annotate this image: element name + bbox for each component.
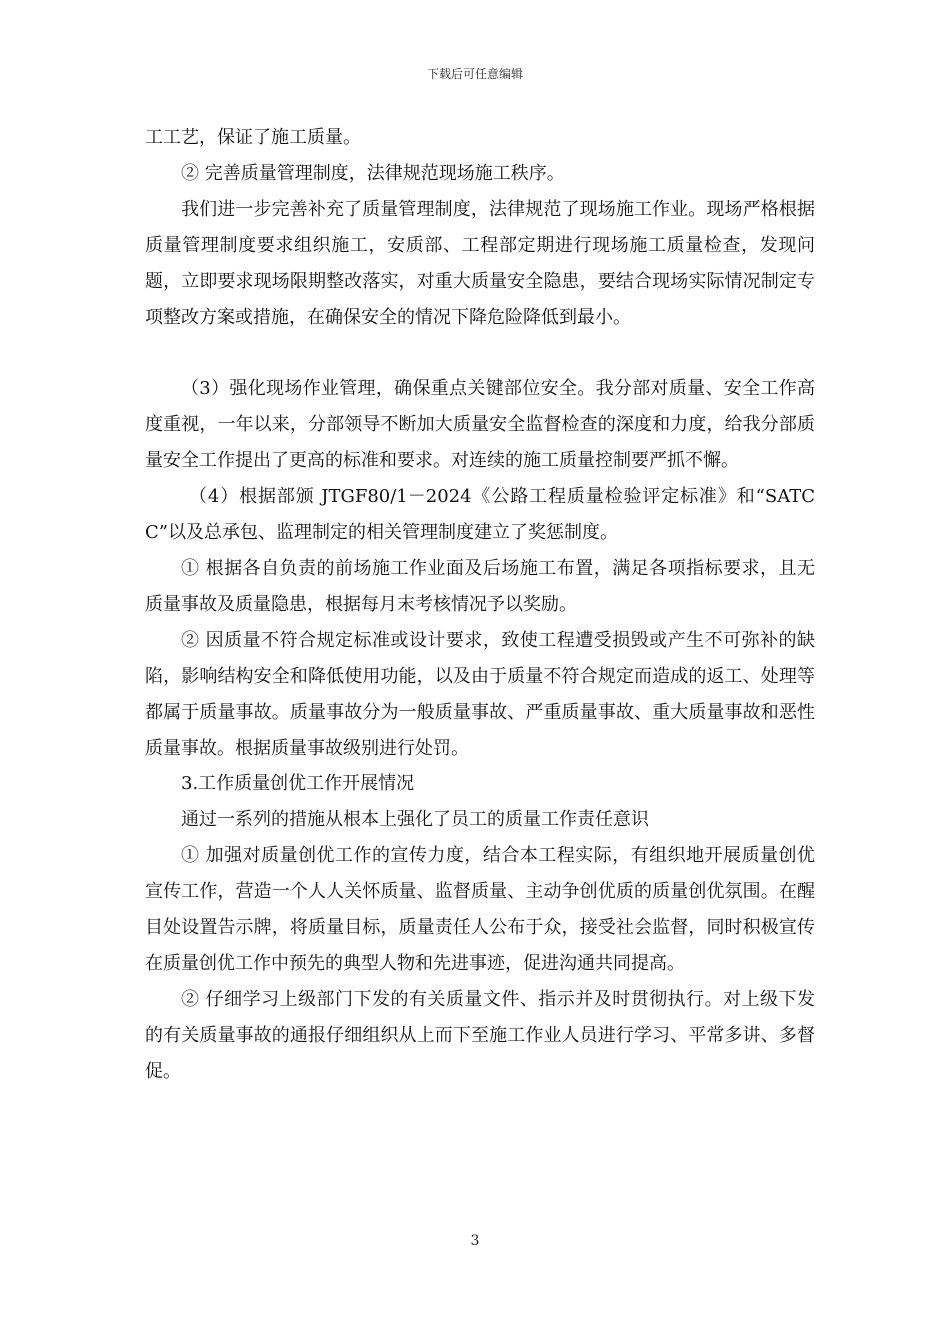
paragraph-item-accident: ② 因质量不符合规定标准或设计要求，致使工程遭受损毁或产生不可弥补的缺陷，影响结构安全和降低使用功能，以及由于质量不符合规定而造成的返工、处理等都属于质量事故。质量事故分为一般质量事故、严重质量事故、重大质量事故和恶性质量事故。根据质量事故级别进行处罚。 xyxy=(145,629,815,759)
document-body xyxy=(145,120,815,1090)
paragraph-intro-measures: 通过一系列的措施从根本上强化了员工的质量工作责任意识 xyxy=(181,809,649,831)
paragraph-item-study: ② 仔细学习上级部门下发的有关质量文件、指示并及时贯彻执行。对上级下发的有关质量事故的通报仔细组织从上而下至施工作业人员进行学习、平常多讲、多督促。 xyxy=(145,988,815,1082)
paragraph-section-3: （3）强化现场作业管理，确保重点关键部位安全。我分部对质量、安全工作高度重视，一年以来，分部领导不断加大质量安全监督检查的深度和力度，给我分部质量安全工作提出了更高的标准和要求。对连续的施工质量控制要严抓不懈。 xyxy=(145,378,815,472)
header-note: 下载后可任意编辑 xyxy=(426,67,523,81)
paragraph-item-reward: ① 根据各自负责的前场施工作业面及后场施工布置，满足各项指标要求，且无质量事故及质量隐患，根据每月末考核情况予以奖励。 xyxy=(145,557,815,615)
paragraph-spacer xyxy=(145,335,815,371)
paragraph-continuation: 工工艺，保证了施工质量。 xyxy=(145,127,361,148)
page-number: 3 xyxy=(470,1233,480,1249)
paragraph-management-detail: 我们进一步完善补充了质量管理制度，法律规范了现场施工作业。现场严格根据质量管理制度要求组织施工，安质部、工程部定期进行现场施工质量检查，发现问题，立即要求现场限期整改落实，对重大质量安全隐患，要结合现场实际情况制定专项整改方案或措施，在确保安全的情况下降危险降低到最小。 xyxy=(145,198,815,328)
section-heading-quality-excellence: 3.工作质量创优工作开展情况 xyxy=(181,773,415,795)
paragraph-item-management-system: ② 完善质量管理制度，法律规范现场施工秩序。 xyxy=(181,162,565,184)
paragraph-item-publicity: ① 加强对质量创优工作的宣传力度，结合本工程实际，有组织地开展质量创优宣传工作，营造一个人人关怀质量、监督质量、主动争创优质的质量创优氛围。在醒目处设置告示牌，将质量目标，质量责任人公布于众，接受社会监督，同时积极宣传在质量创优工作中预先的典型人物和先进事迹，促进沟通共同提高。 xyxy=(145,845,815,974)
paragraph-section-4: （4）根据部颁 JTGF80/1－2024《公路工程质量检验评定标准》和“SATCC”以及总承包、监理制定的相关管理制度建立了奖惩制度。 xyxy=(145,486,815,544)
